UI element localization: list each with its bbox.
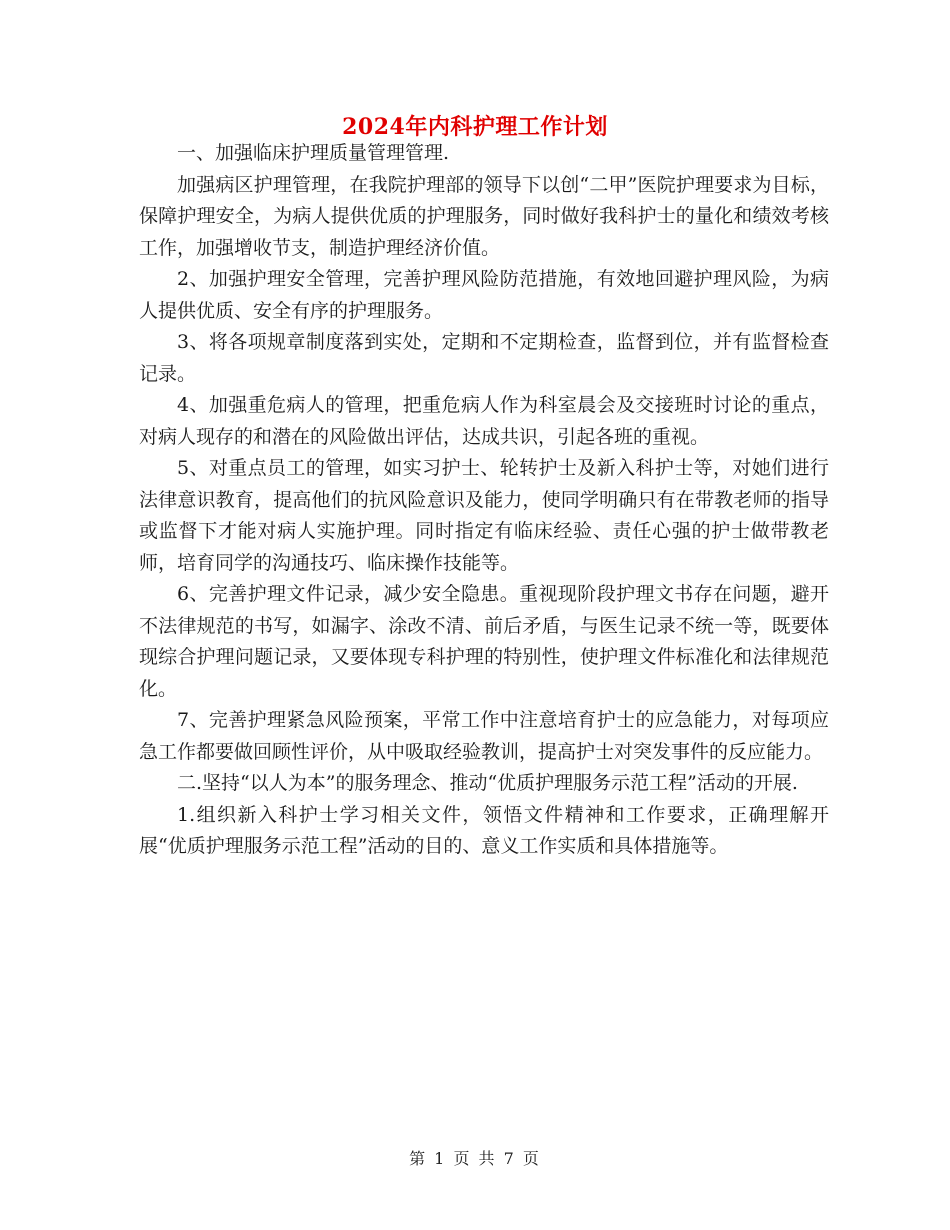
page-number-footer: 第 1 页 共 7 页 [409,1149,541,1168]
paragraph-intro: 加强病区护理管理，在我院护理部的领导下以创“二甲”医院护理要求为目标，保障护理安全，为病人提供优质的护理服务，同时做好我科护士的量化和绩效考核工作，加强增收节支，制造护理经济价值。 [139,173,829,259]
section-heading-1: 一、加强临床护理质量管理管理. [177,142,450,164]
paragraph-section2-item-1: 1.组织新入科护士学习相关文件，领悟文件精神和工作要求，正确理解开展“优质护理服务示范工程”活动的目的、意义工作实质和具体措施等。 [139,803,829,857]
paragraph-item-7: 7、完善护理紧急风险预案，平常工作中注意培育护士的应急能力，对每项应急工作都要做回顾性评价，从中吸取经验教训，提高护士对突发事件的反应能力。 [139,709,829,763]
paragraph-item-6: 6、完善护理文件记录，减少安全隐患。重视现阶段护理文书存在问题，避开不法律规范的书写，如漏字、涂改不清、前后矛盾，与医生记录不统一等，既要体现综合护理问题记录，又要体现专科护理的特别性，使护理文件标准化和法律规范化。 [139,583,829,700]
paragraph-item-3: 3、将各项规章制度落到实处，定期和不定期检查，监督到位，并有监督检查记录。 [139,331,829,385]
section-heading-2: 二.坚持“以人为本”的服务理念、推动“优质护理服务示范工程”活动的开展. [177,772,798,794]
document-body [139,138,829,863]
paragraph-item-2: 2、加强护理安全管理，完善护理风险防范措施，有效地回避护理风险，为病人提供优质、安全有序的护理服务。 [139,268,829,322]
paragraph-item-5: 5、对重点员工的管理，如实习护士、轮转护士及新入科护士等，对她们进行法律意识教育，提高他们的抗风险意识及能力，使同学明确只有在带教老师的指导或监督下才能对病人实施护理。同时指定有临床经验、责任心强的护士做带教老师，培育同学的沟通技巧、临床操作技能等。 [139,457,829,574]
document-title: 2024年内科护理工作计划 [342,114,608,140]
paragraph-item-4: 4、加强重危病人的管理，把重危病人作为科室晨会及交接班时讨论的重点，对病人现存的和潜在的风险做出评估，达成共识，引起各班的重视。 [139,394,829,448]
